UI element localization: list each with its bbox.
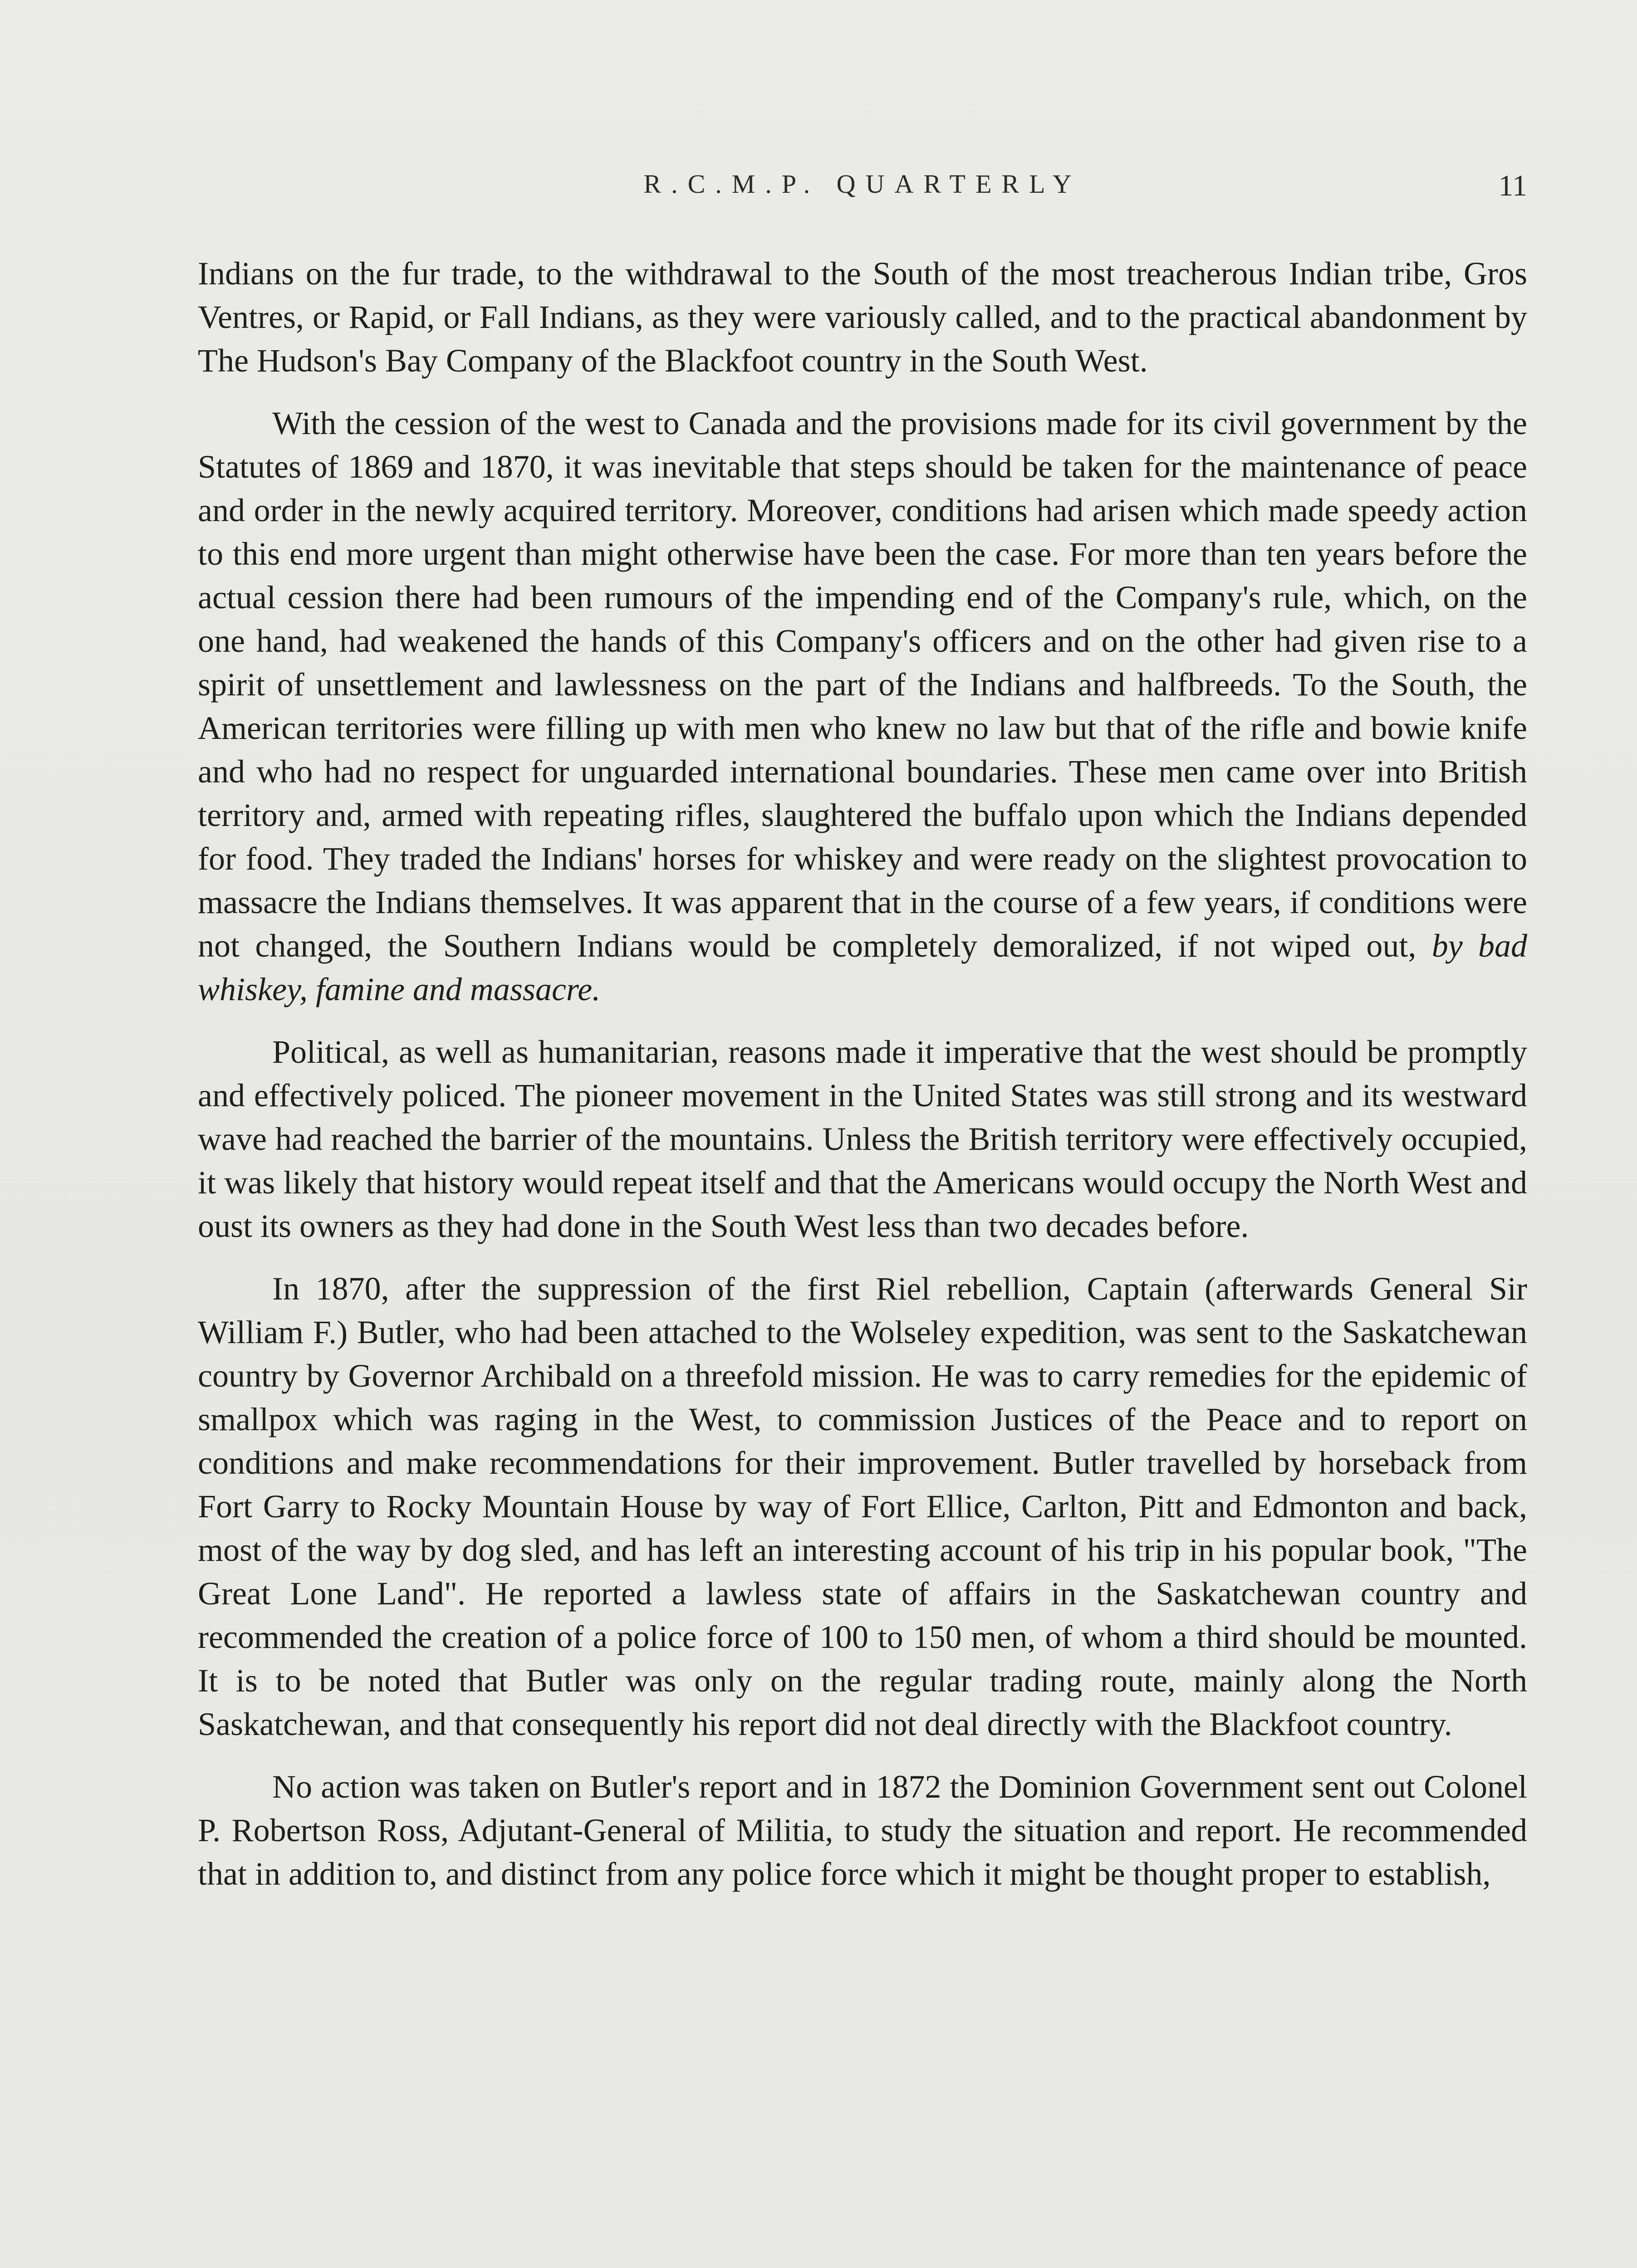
body-text [198,252,1527,1915]
paragraph-2 [198,401,1527,1011]
running-title: R.C.M.P. QUARTERLY [643,169,1082,199]
paragraph-1 [198,252,1527,382]
paragraph-4 [198,1267,1527,1746]
running-header [198,169,1527,210]
paragraph-2-emphasis: by bad whiskey, famine and massacre. [198,928,1527,1007]
page-number: 11 [1498,169,1527,202]
paragraph-5-text: No action was taken on Butler's report and in 1872 the Dominion Government sent out Colonel P. Robertson Ross, Adjutant-General of Militia, to study the situation and report. He recommended that in addition to, and distinct from any police force which it might be thought proper to establish, [198,1769,1527,1892]
paragraph-3 [198,1030,1527,1248]
paragraph-4-text: In 1870, after the suppression of the first Riel rebellion, Captain (afterwards General Sir William F.) Butler, who had been attached to the Wolseley expedition, was sent to the Saskatchewan country by Governor Archibald on a threefold mission. He was to carry remedies for the epidemic of smallpox which was raging in the West, to commission Justices of the Peace and to report on conditions and make recommendations for their improvement. Butler travelled by horseback from Fort Garry to Rocky Mountain House by way of Fort Ellice, Carlton, Pitt and Edmonton and back, most of the way by dog sled, and has left an interesting account of his trip in his popular book, "The Great Lone Land". He reported a lawless state of affairs in the Saskatchewan country and recommended the creation of a police force of 100 to 150 men, of whom a third should be mounted. It is to be noted that Butler was only on the regular trading route, mainly along the North Saskatchewan, and that consequently his report did not deal directly with the Blackfoot country. [198,1271,1527,1742]
paragraph-1-text: Indians on the fur trade, to the withdrawal to the South of the most treacherous Indian tribe, Gros Ventres, or Rapid, or Fall Indians, as they were variously called, and to the practical abandonment by The Hudson's Bay Company of the Blackfoot country in the South West. [198,255,1527,379]
paragraph-3-text: Political, as well as humanitarian, reasons made it imperative that the west should be promptly and effectively policed. The pioneer movement in the United States was still strong and its westward wave had reached the barrier of the mountains. Unless the British territory were effectively occupied, it was likely that history would repeat itself and that the Americans would occupy the North West and oust its owners as they had done in the South West less than two decades before. [198,1034,1527,1244]
paragraph-5 [198,1765,1527,1896]
paragraph-2-text: With the cession of the west to Canada and the provisions made for its civil government by the Statutes of 1869 and 1870, it was inevitable that steps should be taken for the maintenance of peace and order in the newly acquired territory. Moreover, conditions had arisen which made speedy action to this end more urgent than might otherwise have been the case. For more than ten years before the actual cession there had been rumours of the impending end of the Company's rule, which, on the one hand, had weakened the hands of this Company's officers and on the other had given rise to a spirit of unsettlement and lawlessness on the part of the Indians and halfbreeds. To the South, the American territories were filling up with men who knew no law but that of the rifle and bowie knife and who had no respect for unguarded international boundaries. These men came over into British territory and, armed with repeating rifles, slaughtered the buffalo upon which the Indians depended for food. They traded the Indians' horses for whiskey and were ready on the slightest provocation to massacre the Indians themselves. It was apparent that in the course of a few years, if conditions were not changed, the Southern Indians would be completely demoralized, if not wiped out, [198,405,1527,964]
